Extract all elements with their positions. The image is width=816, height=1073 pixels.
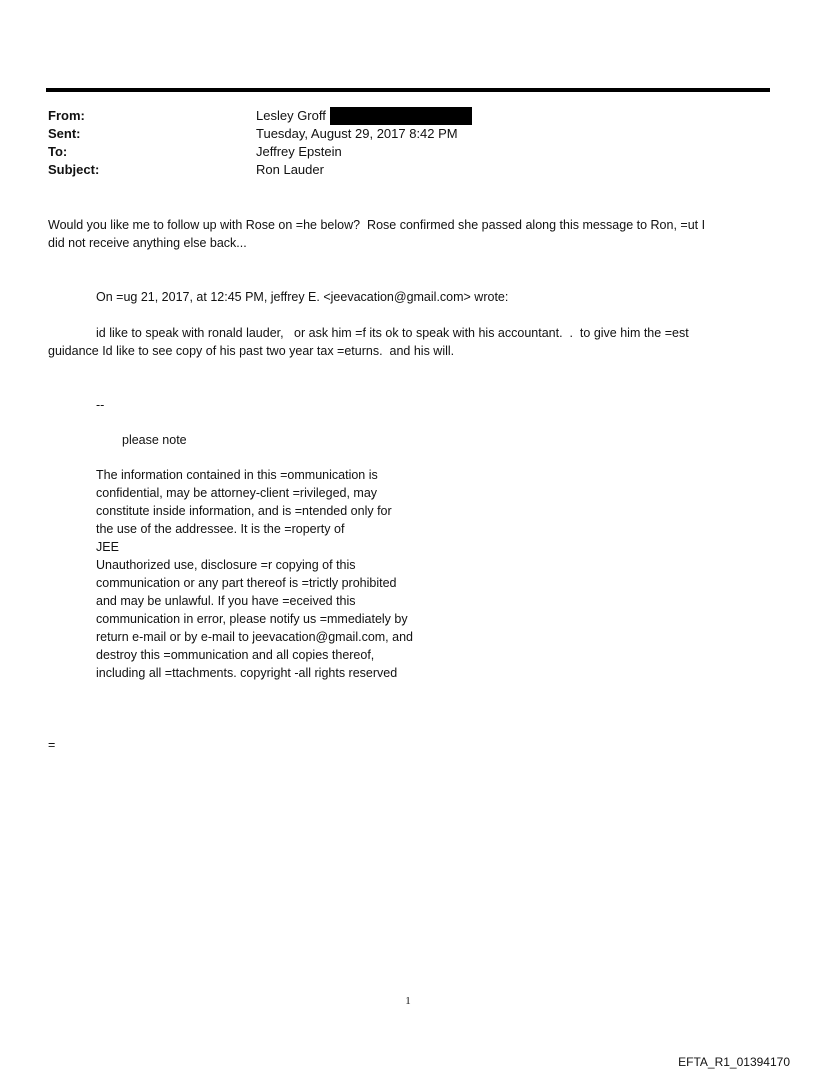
from-label: From: <box>48 108 85 123</box>
page-number: 1 <box>405 995 411 1007</box>
confidentiality-disclaimer: The information contained in this =ommunication is confidential, may be attorney-client =rivileged, may constitute inside information, and is =ntended only for the use of the addressee. It is the =roperty of JEE Unauthorized use, disclosure =r copying of this communication or any part thereof is =trictly prohibited and may be unlawful. If you have =eceived this communication in error, please notify us =mmediately by return e-mail or by e-mail to jeevacation@gmail.com, and destroy this =ommunication and all copies thereof, including all =ttachments. copyright -all rights reserved <box>96 468 413 680</box>
from-name: Lesley Groff <box>256 108 326 123</box>
subject-value: Ron Lauder <box>256 162 324 177</box>
message-line-1: Would you like me to follow up with Rose on =he below? Rose confirmed she passed along this message to Ron, =ut I <box>48 218 706 232</box>
signature-dashes: -- <box>96 398 105 412</box>
trailing-character: = <box>48 738 56 752</box>
quote-intro: On =ug 21, 2017, at 12:45 PM, jeffrey E. <jeevacation@gmail.com> wrote: <box>96 290 509 304</box>
subject-label: Subject: <box>48 162 100 177</box>
header-rule <box>46 88 770 92</box>
sent-label: Sent: <box>48 126 81 141</box>
sent-value: Tuesday, August 29, 2017 8:42 PM <box>256 126 458 141</box>
to-label: To: <box>48 144 68 159</box>
document-id: EFTA_R1_01394170 <box>678 1055 790 1069</box>
to-value: Jeffrey Epstein <box>256 144 342 159</box>
quote-line-1: id like to speak with ronald lauder, or ask him =f its ok to speak with his accountant. . to give him the =est <box>96 326 689 340</box>
redaction-block <box>330 107 472 125</box>
message-line-2: did not receive anything else back... <box>48 236 247 250</box>
from-value <box>256 107 472 125</box>
please-note: please note <box>122 433 187 447</box>
quote-line-2: guidance Id like to see copy of his past two year tax =eturns. and his will. <box>48 344 455 358</box>
